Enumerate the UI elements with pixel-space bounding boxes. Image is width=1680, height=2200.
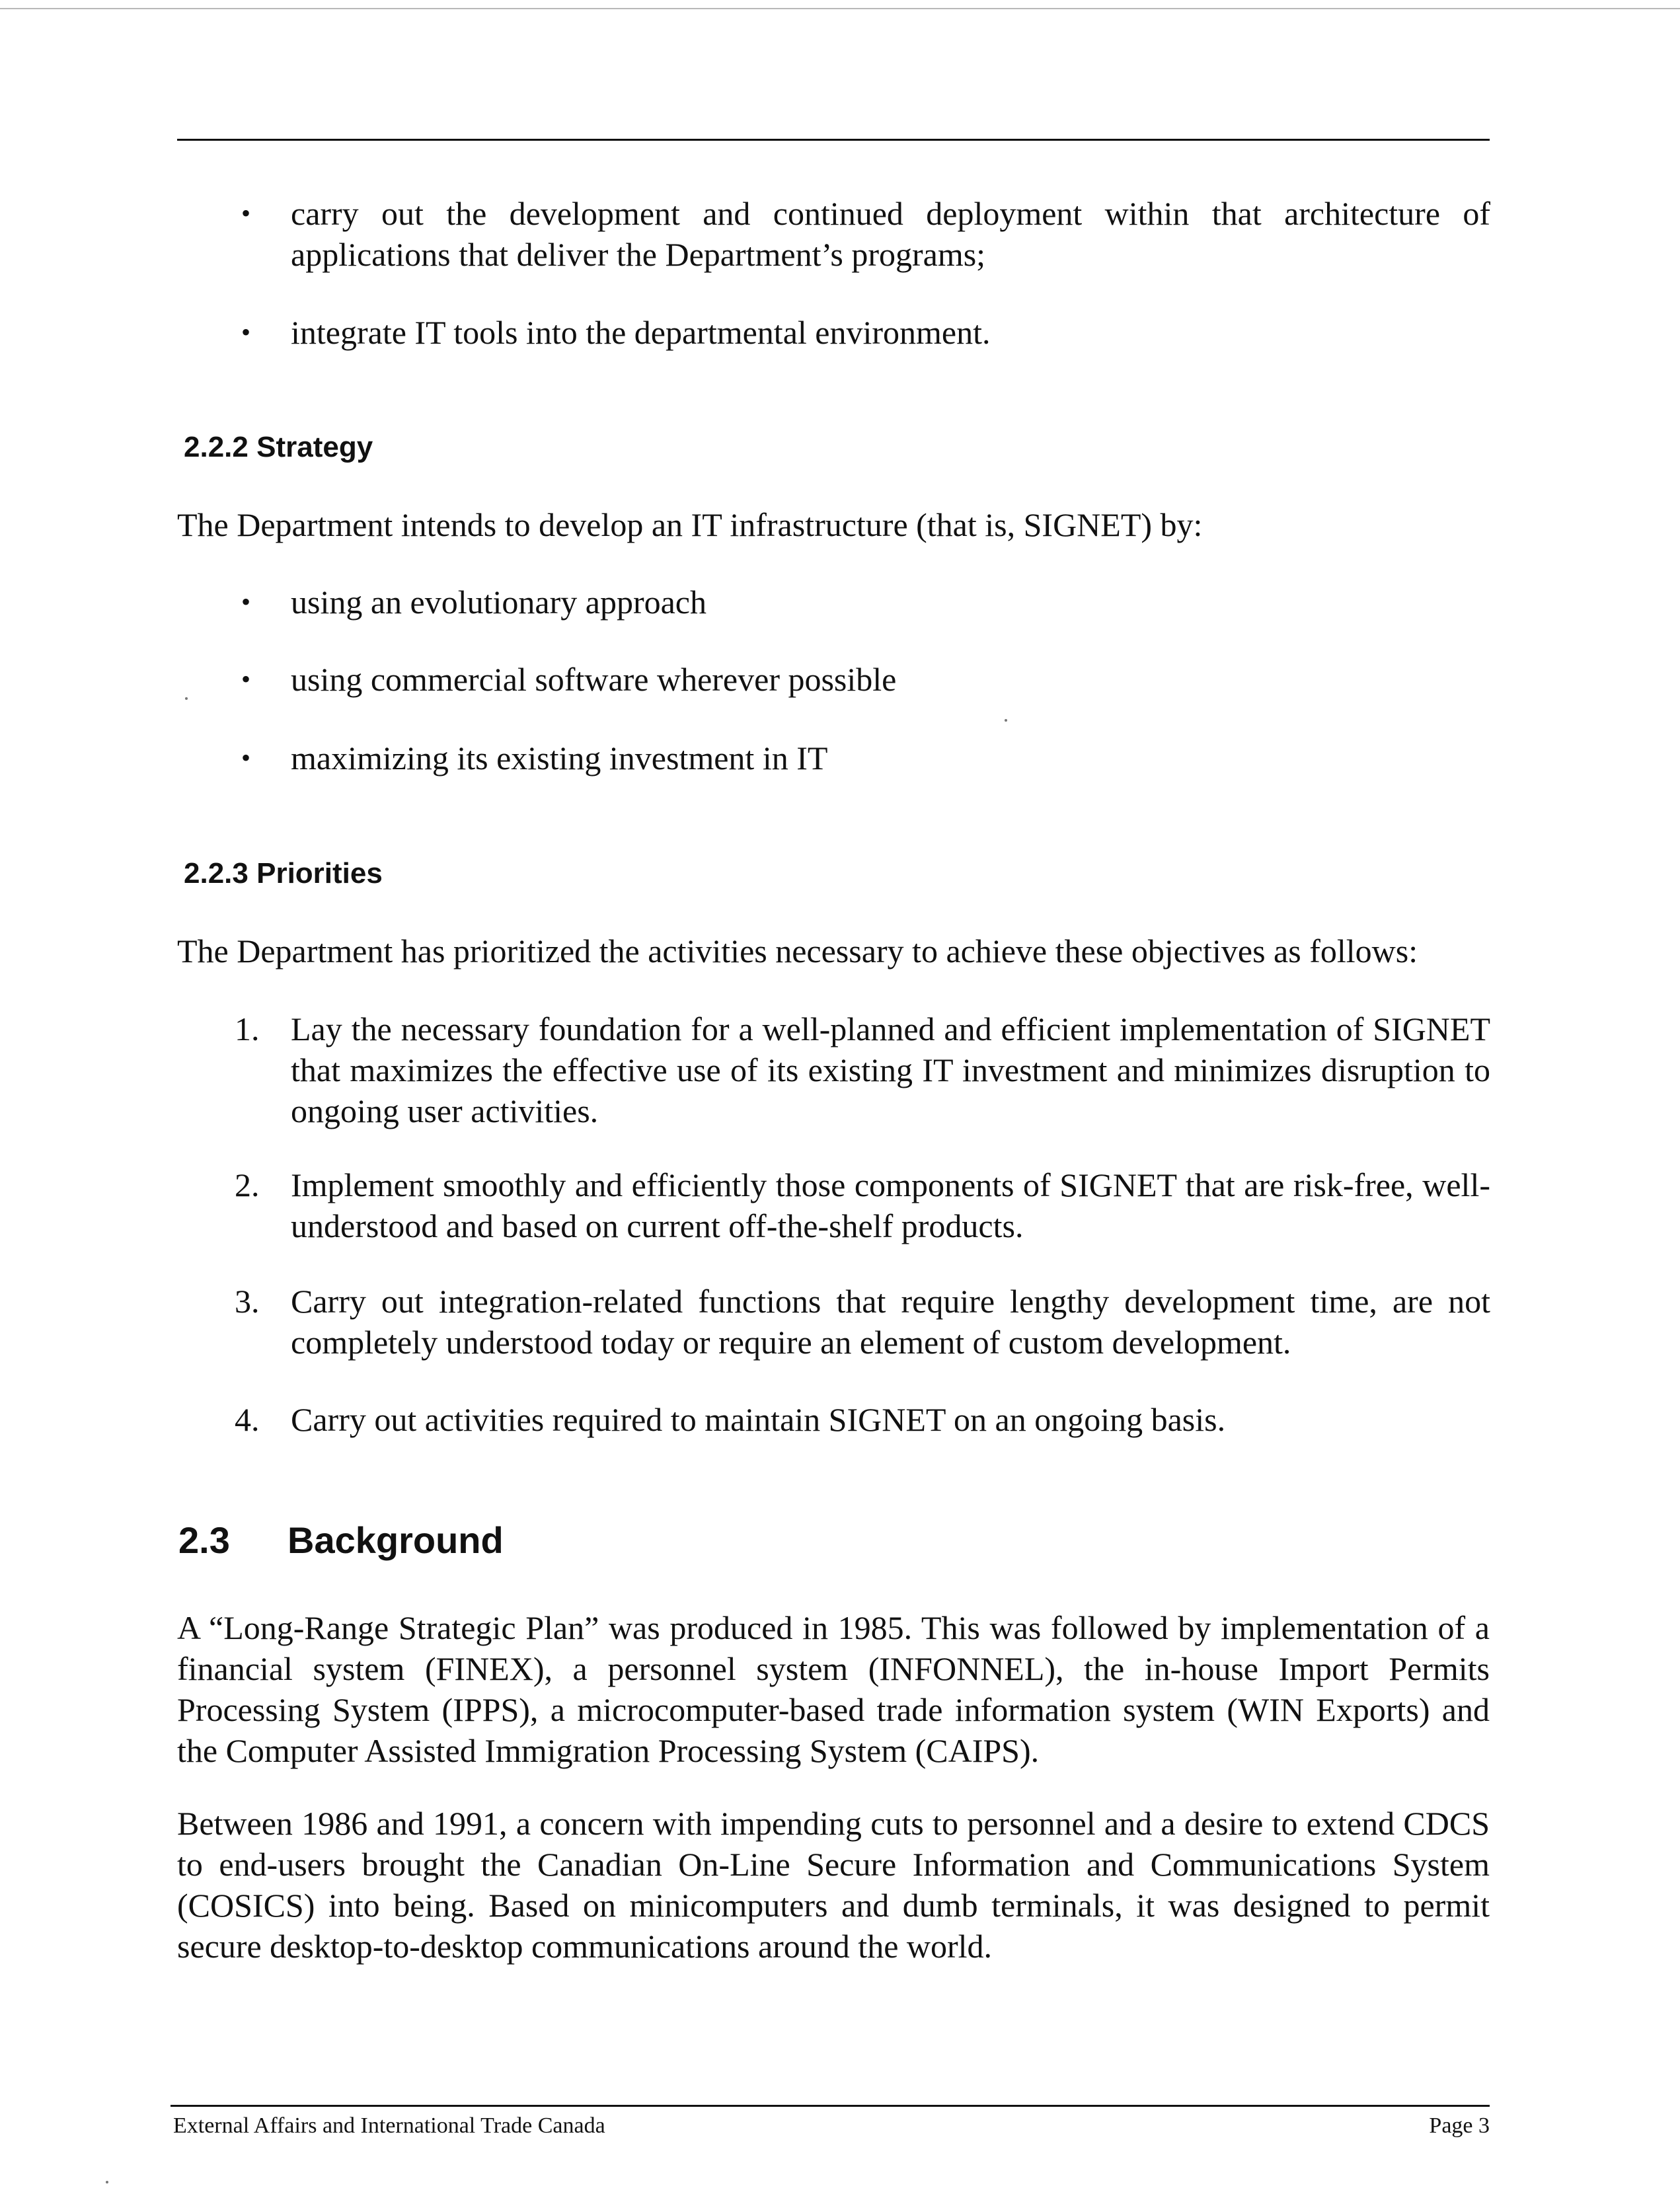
- priority-number: 1.: [235, 1010, 260, 1047]
- priority-number: 3.: [235, 1283, 260, 1320]
- bullet-dot: •: [241, 587, 251, 617]
- objective-bullet: [241, 312, 1490, 353]
- priority-text: Carry out activities required to maintain SIGNET on an ongoing basis.: [291, 1401, 1226, 1438]
- footer-page-number: Page 3: [1429, 2113, 1490, 2138]
- priority-text: Lay the necessary foundation for a well-planned and efficient implementation of SIGNET that maximizes the effective use of its existing IT investment and minimizes disruption to ongoing user activities.: [291, 1010, 1490, 1129]
- bullet-text: integrate IT tools into the departmental environment.: [291, 314, 991, 351]
- footer-rule: [171, 2105, 1490, 2107]
- priority-number: 4.: [235, 1401, 260, 1438]
- strategy-number: 2.2.2: [184, 431, 248, 463]
- priority-item: [235, 1008, 1490, 1131]
- priority-item: [235, 1164, 1490, 1246]
- strategy-bullet: [241, 659, 1490, 700]
- bullet-dot: •: [241, 664, 251, 694]
- bullet-dot: •: [241, 317, 251, 347]
- priority-item: [235, 1399, 1490, 1440]
- strategy-title: Strategy: [256, 431, 373, 463]
- bullet-dot: •: [241, 198, 251, 228]
- strategy-bullet: [241, 738, 1490, 778]
- scan-speck: [1005, 719, 1007, 722]
- background-paragraph: A “Long-Range Strategic Plan” was produced in 1985. This was followed by implementation of a financial system (FINEX), a personnel system (INFONNEL), the in-house Import Permits Processing System (IPPS), a microcomputer-based trade information system (WIN Exports) and the Computer Assisted Immigration Processing System (CAIPS).: [177, 1609, 1490, 1769]
- bullet-text: using an evolutionary approach: [291, 584, 706, 621]
- priorities-intro: The Department has prioritized the activities necessary to achieve these objectives as follows:: [177, 932, 1418, 969]
- background-heading: [178, 1517, 504, 1564]
- footer-organization: External Affairs and International Trade Canada: [173, 2113, 605, 2138]
- scan-speck: [185, 697, 188, 700]
- bullet-text: using commercial software wherever possible: [291, 661, 897, 698]
- bullet-text: maximizing its existing investment in IT: [291, 740, 828, 777]
- priority-number: 2.: [235, 1166, 260, 1203]
- header-rule: [177, 139, 1490, 141]
- background-title: Background: [287, 1519, 504, 1561]
- priorities-number: 2.2.3: [184, 857, 248, 890]
- priorities-heading: [184, 855, 383, 892]
- bullet-text: carry out the development and continued deployment within that architecture of applications that deliver the Department’s programs;: [291, 195, 1490, 273]
- background-paragraph: Between 1986 and 1991, a concern with impending cuts to personnel and a desire to extend CDCS to end-users brought the Canadian On-Line Secure Information and Communications System (COSICS) into being. Based on minicomputers and dumb terminals, it was designed to permit secure desktop-to-desktop communications around the world.: [177, 1805, 1490, 1965]
- strategy-intro: The Department intends to develop an IT infrastructure (that is, SIGNET) by:: [177, 506, 1203, 543]
- priorities-title: Priorities: [256, 857, 383, 890]
- scan-speck: [106, 2181, 108, 2183]
- background-number: 2.3: [178, 1519, 230, 1561]
- strategy-bullet: [241, 582, 1490, 623]
- priority-item: [235, 1281, 1490, 1363]
- strategy-heading: [184, 429, 373, 466]
- bullet-dot: •: [241, 743, 251, 773]
- scan-edge-line: [0, 8, 1680, 9]
- priority-text: Carry out integration-related functions that require lengthy development time, are not completely understood today or require an element of custom development.: [291, 1283, 1490, 1361]
- priority-text: Implement smoothly and efficiently those components of SIGNET that are risk-free, well-understood and based on current off-the-shelf products.: [291, 1166, 1490, 1244]
- objective-bullet: [241, 193, 1490, 275]
